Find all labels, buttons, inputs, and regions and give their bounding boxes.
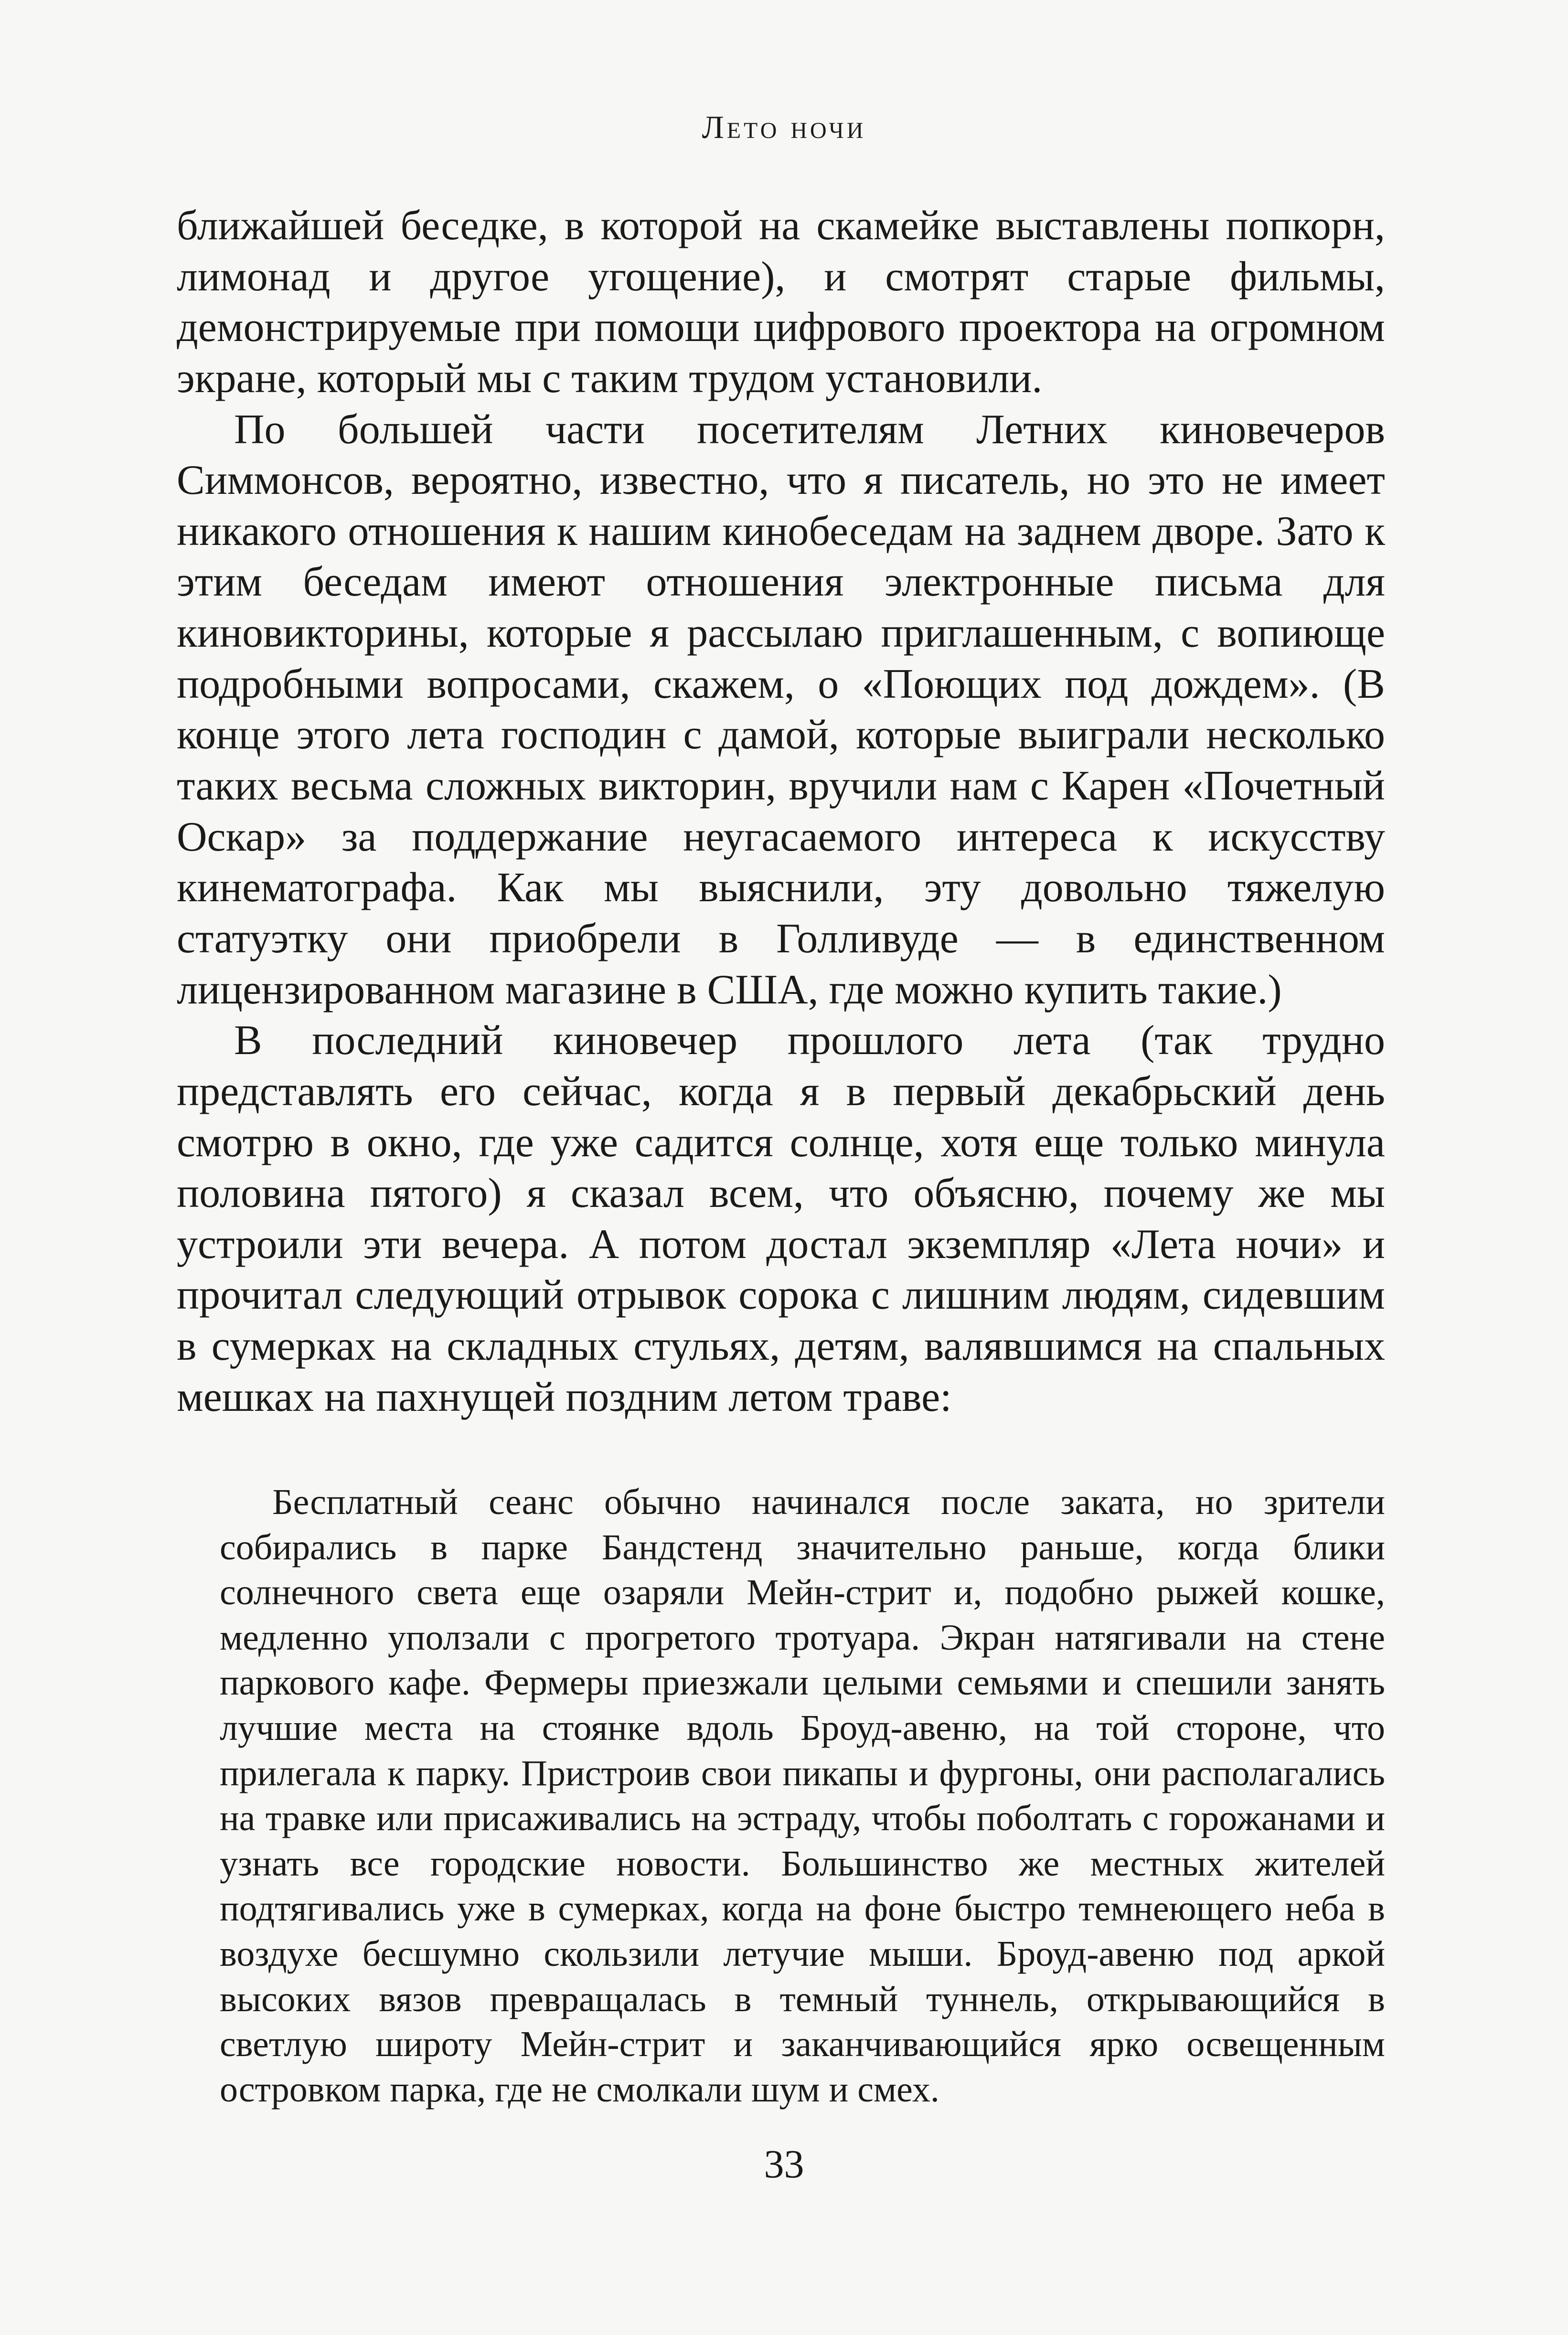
paragraph: В последний киновечер прошлого лета (так трудно представлять его сейчас, когда я в первый декабрьский день смотрю в окно, где уже садится солнце, хотя еще только минула половина пятого) я сказал всем, что объясню, почему же мы устроили эти вечера. А потом достал экземпляр «Лета ночи» и прочитал следующий отрывок сорока с лишним людям, сидевшим в сумерках на складных стульях, детям, валявшимся на спальных мешках на пахнущей поздним летом траве: <box>177 1017 1385 1420</box>
quote-paragraph: Бесплатный сеанс обычно начинался после заката, но зрители собирались в парке Бандстенд значительно раньше, когда блики солнечного света еще озаряли Мейн-стрит и, подобно рыжей кошке, медленно уползали с прогретого тротуара. Экран натягивали на стене паркового кафе. Фермеры приезжали целыми семьями и спешили занять лучшие места на стоянке вдоль Броуд-авеню, на той стороне, что прилегала к парку. Пристроив свои пикапы и фургоны, они располагались на травке или присаживались на эстраду, чтобы поболтать с горожанами и узнать все городские новости. Большинство же местных жителей подтягивались уже в сумерках, когда на фоне быстро темнеющего неба в воздухе бесшумно скользили летучие мыши. Броуд-авеню под аркой высоких вязов превращалась в темный туннель, открывающийся в светлую широту Мейн-стрит и заканчивающийся ярко освещенным островком парка, где не смолкали шум и смех. <box>220 1482 1385 2110</box>
block-quote <box>220 1480 1385 2112</box>
page-number: 33 <box>764 2142 804 2186</box>
running-header: Лето ночи <box>702 109 866 145</box>
paragraph-continued: ближайшей беседке, в которой на скамейке выставлены попкорн, лимонад и другое угощение), и смотрят старые фильмы, демонстрируемые при помощи цифрового проектора на огромном экране, который мы с таким трудом установили. <box>177 203 1385 402</box>
body-text <box>177 201 1385 1423</box>
paragraph: По большей части посетителям Летних киновечеров Симмонсов, вероятно, известно, что я писатель, но это не имеет никакого отношения к нашим кинобеседам на заднем дворе. Зато к этим беседам имеют отношения электронные письма для киновикторины, которые я рассылаю приглашенным, с вопиюще подробными вопросами, скажем, о «Поющих под дождем». (В конце этого лета господин с дамой, которые выиграли несколько таких весьма сложных викторин, вручили нам с Карен «Почетный Оскар» за поддержание неугасаемого интереса к искусству кинематографа. Как мы выяснили, эту довольно тяжелую статуэтку они приобрели в Голливуде — в единственном лицензированном магазине в США, где можно купить такие.) <box>177 406 1385 1013</box>
